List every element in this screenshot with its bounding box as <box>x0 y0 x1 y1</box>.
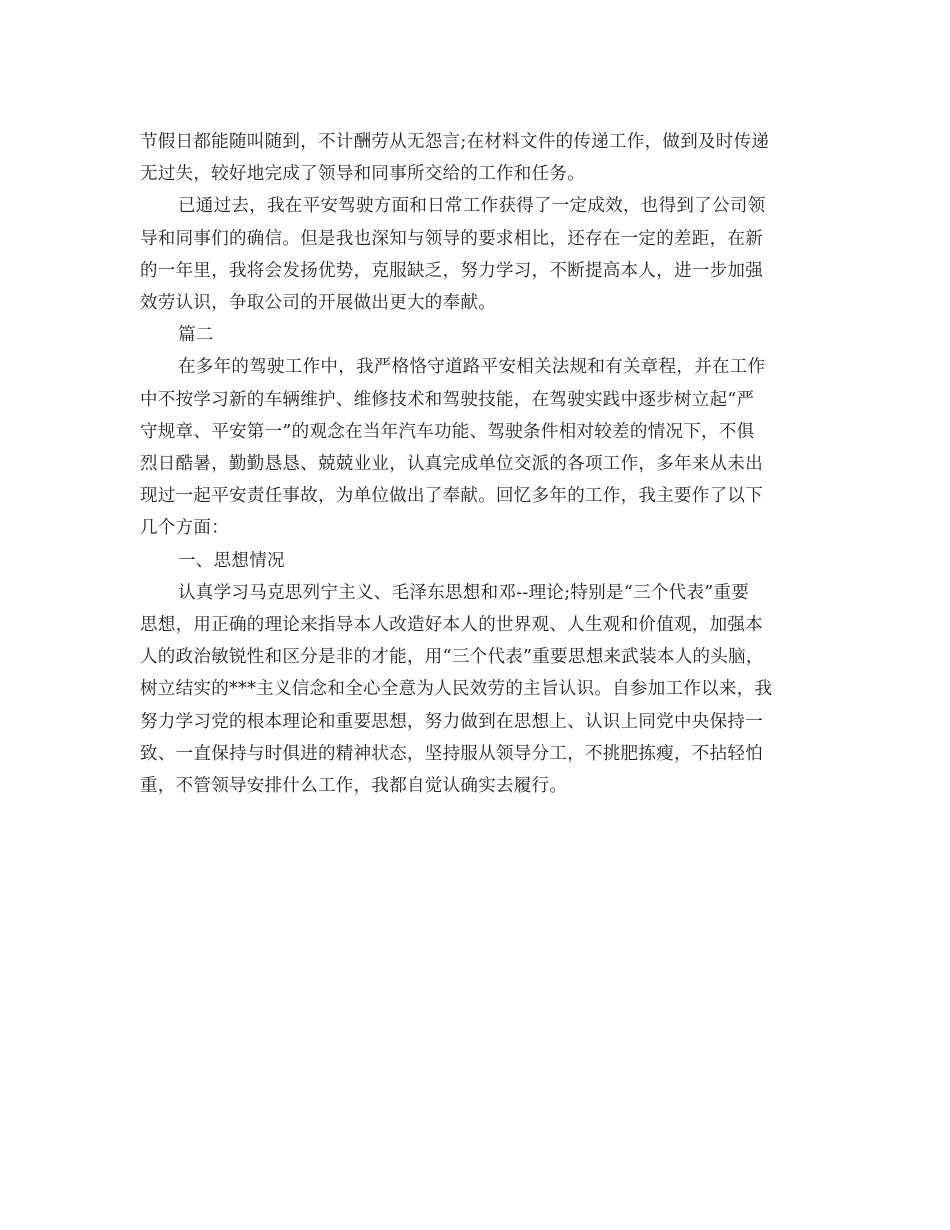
text-line: 守规章、平安第一”的观念在当年汽车功能、驾驶条件相对较差的情况下，不俱 <box>140 421 755 442</box>
text-line: 节假日都能随叫随到，不计酬劳从无怨言;在材料文件的传递工作，做到及时传递 <box>140 132 770 152</box>
text-line: 现过一起平安责任事故，为单位做出了奉献。回忆多年的工作，我主要作了以下 <box>140 486 763 507</box>
text-line: 篇二 <box>178 325 214 346</box>
text-line: 致、一直保持与时俱进的精神状态，坚持服从领导分工，不挑肥拣瘦，不拈轻怕 <box>140 743 763 764</box>
text-line: 已通过去，我在平安驾驶方面和日常工作获得了一定成效，也得到了公司领 <box>178 196 766 217</box>
text-line: 人的政治敏锐性和区分是非的才能，用“三个代表”重要思想来武装本人的头脑， <box>140 647 764 668</box>
text-line: 在多年的驾驶工作中，我严格恪守道路平安相关法规和有关章程，并在工作 <box>178 357 766 378</box>
text-line: 树立结实的***主义信念和全心全意为人民效劳的主旨认识。自参加工作以来，我 <box>140 679 773 700</box>
text-line: 几个方面： <box>140 518 229 539</box>
text-line: 效劳认识，争取公司的开展做出更大的奉献。 <box>140 293 496 314</box>
document-body <box>140 126 808 802</box>
text-line: 导和同事们的确信。但是我也深知与领导的要求相比，还存在一定的差距，在新 <box>140 228 763 249</box>
text-line: 一、思想情况 <box>178 550 285 571</box>
text-line: 无过失，较好地完成了领导和同事所交给的工作和任务。 <box>140 164 585 185</box>
text-line: 烈日酷暑，勤勤恳恳、兢兢业业，认真完成单位交派的各项工作，多年来从未出 <box>140 454 763 475</box>
text-line: 思想，用正确的理论来指导本人改造好本人的世界观、人生观和价值观，加强本 <box>140 615 763 636</box>
text-line: 努力学习党的根本理论和重要思想，努力做到在思想上、认识上同党中央保持一 <box>140 711 763 732</box>
text-line: 重，不管领导安排什么工作，我都自觉认确实去履行。 <box>140 776 568 797</box>
text-line: 的一年里，我将会发扬优势，克服缺乏，努力学习，不断提高本人，进一步加强 <box>140 260 763 281</box>
text-line: 认真学习马克思列宁主义、毛泽东思想和邓--理论;特别是“三个代表”重要 <box>178 582 750 603</box>
text-line: 中不按学习新的车辆维护、维修技术和驾驶技能，在驾驶实践中逐步树立起“严 <box>140 389 755 410</box>
